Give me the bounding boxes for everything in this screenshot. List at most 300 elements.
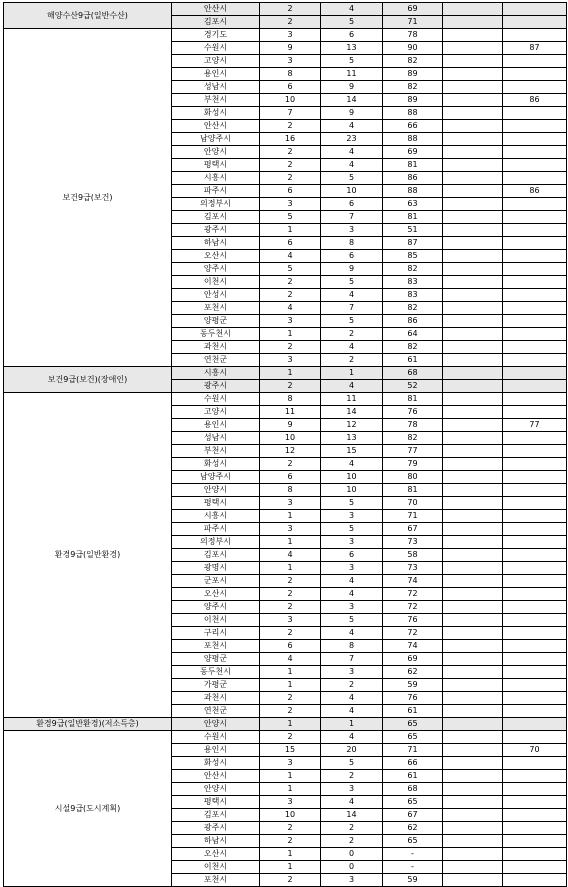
blank-cell bbox=[443, 471, 503, 484]
count-cell: 11 bbox=[260, 406, 321, 419]
adjusted-score-cell bbox=[503, 653, 567, 666]
adjusted-score-cell bbox=[503, 484, 567, 497]
score-cell: 82 bbox=[383, 341, 443, 354]
applicant-cell: 3 bbox=[321, 601, 383, 614]
applicant-cell: 6 bbox=[321, 198, 383, 211]
count-cell: 15 bbox=[260, 744, 321, 757]
applicant-cell: 2 bbox=[321, 770, 383, 783]
region-cell: 성남시 bbox=[172, 432, 260, 445]
blank-cell bbox=[443, 68, 503, 81]
region-cell: 고양시 bbox=[172, 55, 260, 68]
score-cell: 80 bbox=[383, 471, 443, 484]
applicant-cell: 5 bbox=[321, 16, 383, 29]
region-cell: 가평군 bbox=[172, 679, 260, 692]
table-row bbox=[4, 393, 567, 406]
blank-cell bbox=[443, 458, 503, 471]
score-cell: 86 bbox=[383, 172, 443, 185]
adjusted-score-cell bbox=[503, 315, 567, 328]
blank-cell bbox=[443, 380, 503, 393]
score-cell: 51 bbox=[383, 224, 443, 237]
score-cell: 82 bbox=[383, 55, 443, 68]
blank-cell bbox=[443, 55, 503, 68]
adjusted-score-cell bbox=[503, 809, 567, 822]
score-cell: 73 bbox=[383, 562, 443, 575]
score-cell: 90 bbox=[383, 42, 443, 55]
blank-cell bbox=[443, 497, 503, 510]
count-cell: 9 bbox=[260, 419, 321, 432]
score-cell: 67 bbox=[383, 523, 443, 536]
adjusted-score-cell bbox=[503, 757, 567, 770]
adjusted-score-cell bbox=[503, 731, 567, 744]
adjusted-score-cell bbox=[503, 107, 567, 120]
region-cell: 성남시 bbox=[172, 81, 260, 94]
applicant-cell: 4 bbox=[321, 120, 383, 133]
count-cell: 1 bbox=[260, 224, 321, 237]
applicant-cell: 4 bbox=[321, 692, 383, 705]
score-cell: 70 bbox=[383, 497, 443, 510]
score-cell: 61 bbox=[383, 354, 443, 367]
applicant-cell: 4 bbox=[321, 146, 383, 159]
adjusted-score-cell bbox=[503, 471, 567, 484]
adjusted-score-cell bbox=[503, 432, 567, 445]
adjusted-score-cell bbox=[503, 328, 567, 341]
count-cell: 2 bbox=[260, 822, 321, 835]
count-cell: 2 bbox=[260, 380, 321, 393]
region-cell: 김포시 bbox=[172, 549, 260, 562]
count-cell: 6 bbox=[260, 185, 321, 198]
region-cell: 안양시 bbox=[172, 484, 260, 497]
count-cell: 2 bbox=[260, 341, 321, 354]
region-cell: 안산시 bbox=[172, 120, 260, 133]
region-cell: 남양주시 bbox=[172, 471, 260, 484]
adjusted-score-cell bbox=[503, 666, 567, 679]
score-cell: 65 bbox=[383, 731, 443, 744]
score-cell: 88 bbox=[383, 133, 443, 146]
region-cell: 파주시 bbox=[172, 185, 260, 198]
count-cell: 2 bbox=[260, 575, 321, 588]
region-cell: 고양시 bbox=[172, 406, 260, 419]
category-cell: 환경9급(일반환경)(저소득층) bbox=[4, 718, 172, 731]
adjusted-score-cell bbox=[503, 640, 567, 653]
blank-cell bbox=[443, 81, 503, 94]
region-cell: 평택시 bbox=[172, 497, 260, 510]
count-cell: 2 bbox=[260, 146, 321, 159]
adjusted-score-cell bbox=[503, 250, 567, 263]
count-cell: 3 bbox=[260, 29, 321, 42]
count-cell: 1 bbox=[260, 861, 321, 874]
applicant-cell: 20 bbox=[321, 744, 383, 757]
blank-cell bbox=[443, 601, 503, 614]
adjusted-score-cell bbox=[503, 146, 567, 159]
adjusted-score-cell bbox=[503, 614, 567, 627]
count-cell: 3 bbox=[260, 497, 321, 510]
blank-cell bbox=[443, 432, 503, 445]
applicant-cell: 6 bbox=[321, 250, 383, 263]
score-cell: 59 bbox=[383, 874, 443, 887]
blank-cell bbox=[443, 3, 503, 16]
table-row bbox=[4, 3, 567, 16]
adjusted-score-cell bbox=[503, 510, 567, 523]
applicant-cell: 5 bbox=[321, 55, 383, 68]
count-cell: 8 bbox=[260, 393, 321, 406]
count-cell: 2 bbox=[260, 289, 321, 302]
score-cell: 62 bbox=[383, 666, 443, 679]
applicant-cell: 4 bbox=[321, 731, 383, 744]
region-cell: 용인시 bbox=[172, 419, 260, 432]
applicant-cell: 10 bbox=[321, 484, 383, 497]
applicant-cell: 10 bbox=[321, 185, 383, 198]
count-cell: 2 bbox=[260, 835, 321, 848]
count-cell: 3 bbox=[260, 354, 321, 367]
count-cell: 8 bbox=[260, 484, 321, 497]
blank-cell bbox=[443, 874, 503, 887]
count-cell: 3 bbox=[260, 614, 321, 627]
table-row bbox=[4, 29, 567, 42]
blank-cell bbox=[443, 588, 503, 601]
count-cell: 2 bbox=[260, 120, 321, 133]
blank-cell bbox=[443, 250, 503, 263]
region-cell: 안양시 bbox=[172, 718, 260, 731]
region-cell: 용인시 bbox=[172, 68, 260, 81]
blank-cell bbox=[443, 731, 503, 744]
applicant-cell: 4 bbox=[321, 380, 383, 393]
count-cell: 10 bbox=[260, 432, 321, 445]
score-cell: 85 bbox=[383, 250, 443, 263]
region-cell: 부천시 bbox=[172, 445, 260, 458]
applicant-cell: 6 bbox=[321, 29, 383, 42]
region-cell: 이천시 bbox=[172, 614, 260, 627]
blank-cell bbox=[443, 354, 503, 367]
blank-cell bbox=[443, 549, 503, 562]
region-cell: 안성시 bbox=[172, 289, 260, 302]
score-cell: 74 bbox=[383, 575, 443, 588]
count-cell: 6 bbox=[260, 471, 321, 484]
score-cell: 71 bbox=[383, 16, 443, 29]
region-cell: 동두천시 bbox=[172, 328, 260, 341]
adjusted-score-cell bbox=[503, 718, 567, 731]
adjusted-score-cell bbox=[503, 562, 567, 575]
blank-cell bbox=[443, 406, 503, 419]
blank-cell bbox=[443, 510, 503, 523]
blank-cell bbox=[443, 289, 503, 302]
region-cell: 하남시 bbox=[172, 237, 260, 250]
applicant-cell: 5 bbox=[321, 757, 383, 770]
score-cell: 76 bbox=[383, 692, 443, 705]
adjusted-score-cell bbox=[503, 627, 567, 640]
applicant-cell: 3 bbox=[321, 224, 383, 237]
blank-cell bbox=[443, 757, 503, 770]
adjusted-score-cell: 77 bbox=[503, 419, 567, 432]
count-cell: 2 bbox=[260, 692, 321, 705]
region-cell: 포천시 bbox=[172, 302, 260, 315]
count-cell: 6 bbox=[260, 237, 321, 250]
applicant-cell: 0 bbox=[321, 861, 383, 874]
adjusted-score-cell bbox=[503, 159, 567, 172]
region-cell: 김포시 bbox=[172, 16, 260, 29]
count-cell: 4 bbox=[260, 653, 321, 666]
applicant-cell: 3 bbox=[321, 783, 383, 796]
adjusted-score-cell bbox=[503, 822, 567, 835]
applicant-cell: 15 bbox=[321, 445, 383, 458]
region-cell: 광주시 bbox=[172, 380, 260, 393]
score-cell: 61 bbox=[383, 705, 443, 718]
score-cell: 68 bbox=[383, 367, 443, 380]
applicant-cell: 2 bbox=[321, 835, 383, 848]
applicant-cell: 0 bbox=[321, 848, 383, 861]
blank-cell bbox=[443, 198, 503, 211]
blank-cell bbox=[443, 276, 503, 289]
adjusted-score-cell bbox=[503, 224, 567, 237]
adjusted-score-cell bbox=[503, 588, 567, 601]
score-cell: 63 bbox=[383, 198, 443, 211]
adjusted-score-cell bbox=[503, 783, 567, 796]
score-cell: 66 bbox=[383, 120, 443, 133]
applicant-cell: 3 bbox=[321, 562, 383, 575]
region-cell: 안양시 bbox=[172, 146, 260, 159]
count-cell: 1 bbox=[260, 783, 321, 796]
blank-cell bbox=[443, 770, 503, 783]
score-cell: 66 bbox=[383, 757, 443, 770]
applicant-cell: 8 bbox=[321, 640, 383, 653]
blank-cell bbox=[443, 16, 503, 29]
adjusted-score-cell bbox=[503, 172, 567, 185]
region-cell: 안산시 bbox=[172, 770, 260, 783]
adjusted-score-cell bbox=[503, 263, 567, 276]
adjusted-score-cell bbox=[503, 861, 567, 874]
count-cell: 2 bbox=[260, 276, 321, 289]
count-cell: 1 bbox=[260, 666, 321, 679]
adjusted-score-cell bbox=[503, 55, 567, 68]
category-cell: 보건9급(보건) bbox=[4, 29, 172, 367]
adjusted-score-cell: 87 bbox=[503, 42, 567, 55]
category-cell: 해양수산9급(일반수산) bbox=[4, 3, 172, 29]
region-cell: 포천시 bbox=[172, 874, 260, 887]
score-cell: 59 bbox=[383, 679, 443, 692]
adjusted-score-cell bbox=[503, 198, 567, 211]
region-cell: 양평군 bbox=[172, 653, 260, 666]
applicant-cell: 7 bbox=[321, 211, 383, 224]
count-cell: 2 bbox=[260, 874, 321, 887]
adjusted-score-cell bbox=[503, 848, 567, 861]
adjusted-score-cell bbox=[503, 302, 567, 315]
table-row bbox=[4, 367, 567, 380]
count-cell: 2 bbox=[260, 731, 321, 744]
applicant-cell: 9 bbox=[321, 263, 383, 276]
category-cell: 보건9급(보건)(장애인) bbox=[4, 367, 172, 393]
score-cell: - bbox=[383, 848, 443, 861]
blank-cell bbox=[443, 29, 503, 42]
score-cell: 81 bbox=[383, 393, 443, 406]
blank-cell bbox=[443, 42, 503, 55]
score-cell: 82 bbox=[383, 81, 443, 94]
score-cell: 81 bbox=[383, 484, 443, 497]
applicant-cell: 11 bbox=[321, 68, 383, 81]
score-cell: 65 bbox=[383, 796, 443, 809]
adjusted-score-cell bbox=[503, 211, 567, 224]
applicant-cell: 1 bbox=[321, 367, 383, 380]
region-cell: 광명시 bbox=[172, 562, 260, 575]
blank-cell bbox=[443, 367, 503, 380]
count-cell: 4 bbox=[260, 302, 321, 315]
region-cell: 김포시 bbox=[172, 809, 260, 822]
applicant-cell: 2 bbox=[321, 822, 383, 835]
blank-cell bbox=[443, 848, 503, 861]
score-cell: 83 bbox=[383, 276, 443, 289]
adjusted-score-cell bbox=[503, 29, 567, 42]
count-cell: 6 bbox=[260, 81, 321, 94]
blank-cell bbox=[443, 237, 503, 250]
applicant-cell: 4 bbox=[321, 575, 383, 588]
count-cell: 5 bbox=[260, 211, 321, 224]
applicant-cell: 23 bbox=[321, 133, 383, 146]
blank-cell bbox=[443, 718, 503, 731]
adjusted-score-cell bbox=[503, 575, 567, 588]
applicant-cell: 5 bbox=[321, 315, 383, 328]
count-cell: 10 bbox=[260, 809, 321, 822]
count-cell: 2 bbox=[260, 627, 321, 640]
blank-cell bbox=[443, 393, 503, 406]
adjusted-score-cell: 86 bbox=[503, 185, 567, 198]
count-cell: 3 bbox=[260, 55, 321, 68]
score-cell: 61 bbox=[383, 770, 443, 783]
adjusted-score-cell bbox=[503, 341, 567, 354]
blank-cell bbox=[443, 133, 503, 146]
count-cell: 2 bbox=[260, 172, 321, 185]
blank-cell bbox=[443, 302, 503, 315]
adjusted-score-cell bbox=[503, 549, 567, 562]
score-cell: 73 bbox=[383, 536, 443, 549]
blank-cell bbox=[443, 445, 503, 458]
adjusted-score-cell bbox=[503, 81, 567, 94]
applicant-cell: 3 bbox=[321, 874, 383, 887]
region-cell: 군포시 bbox=[172, 575, 260, 588]
region-cell: 시흥시 bbox=[172, 172, 260, 185]
score-cell: 76 bbox=[383, 406, 443, 419]
region-cell: 동두천시 bbox=[172, 666, 260, 679]
score-cell: 82 bbox=[383, 302, 443, 315]
count-cell: 3 bbox=[260, 523, 321, 536]
count-cell: 8 bbox=[260, 68, 321, 81]
score-cell: 82 bbox=[383, 432, 443, 445]
region-cell: 시흥시 bbox=[172, 510, 260, 523]
applicant-cell: 14 bbox=[321, 406, 383, 419]
applicant-cell: 4 bbox=[321, 159, 383, 172]
count-cell: 3 bbox=[260, 796, 321, 809]
count-cell: 6 bbox=[260, 640, 321, 653]
applicant-cell: 11 bbox=[321, 393, 383, 406]
adjusted-score-cell bbox=[503, 68, 567, 81]
blank-cell bbox=[443, 562, 503, 575]
blank-cell bbox=[443, 211, 503, 224]
score-cell: 67 bbox=[383, 809, 443, 822]
adjusted-score-cell: 70 bbox=[503, 744, 567, 757]
blank-cell bbox=[443, 627, 503, 640]
category-cell: 환경9급(일반환경) bbox=[4, 393, 172, 718]
applicant-cell: 1 bbox=[321, 718, 383, 731]
adjusted-score-cell bbox=[503, 237, 567, 250]
score-cell: - bbox=[383, 861, 443, 874]
applicant-cell: 7 bbox=[321, 653, 383, 666]
blank-cell bbox=[443, 809, 503, 822]
applicant-cell: 4 bbox=[321, 3, 383, 16]
applicant-cell: 3 bbox=[321, 536, 383, 549]
score-cell: 78 bbox=[383, 419, 443, 432]
count-cell: 3 bbox=[260, 315, 321, 328]
region-cell: 평택시 bbox=[172, 159, 260, 172]
blank-cell bbox=[443, 94, 503, 107]
count-cell: 1 bbox=[260, 770, 321, 783]
region-cell: 시흥시 bbox=[172, 367, 260, 380]
adjusted-score-cell bbox=[503, 120, 567, 133]
score-cell: 81 bbox=[383, 211, 443, 224]
adjusted-score-cell bbox=[503, 289, 567, 302]
region-cell: 안양시 bbox=[172, 783, 260, 796]
adjusted-score-cell bbox=[503, 393, 567, 406]
adjusted-score-cell bbox=[503, 380, 567, 393]
region-cell: 연천군 bbox=[172, 705, 260, 718]
count-cell: 16 bbox=[260, 133, 321, 146]
applicant-cell: 3 bbox=[321, 510, 383, 523]
applicant-cell: 5 bbox=[321, 172, 383, 185]
applicant-cell: 4 bbox=[321, 796, 383, 809]
blank-cell bbox=[443, 640, 503, 653]
blank-cell bbox=[443, 315, 503, 328]
region-cell: 양평군 bbox=[172, 315, 260, 328]
count-cell: 1 bbox=[260, 562, 321, 575]
blank-cell bbox=[443, 575, 503, 588]
region-cell: 광주시 bbox=[172, 224, 260, 237]
table-row bbox=[4, 718, 567, 731]
adjusted-score-cell bbox=[503, 523, 567, 536]
count-cell: 3 bbox=[260, 757, 321, 770]
blank-cell bbox=[443, 679, 503, 692]
blank-cell bbox=[443, 419, 503, 432]
applicant-cell: 13 bbox=[321, 42, 383, 55]
region-cell: 과천시 bbox=[172, 692, 260, 705]
count-cell: 2 bbox=[260, 16, 321, 29]
region-cell: 광주시 bbox=[172, 822, 260, 835]
region-cell: 포천시 bbox=[172, 640, 260, 653]
applicant-cell: 4 bbox=[321, 341, 383, 354]
region-cell: 이천시 bbox=[172, 276, 260, 289]
blank-cell bbox=[443, 783, 503, 796]
blank-cell bbox=[443, 341, 503, 354]
applicant-cell: 9 bbox=[321, 81, 383, 94]
applicant-cell: 7 bbox=[321, 302, 383, 315]
blank-cell bbox=[443, 796, 503, 809]
blank-cell bbox=[443, 835, 503, 848]
score-cell: 86 bbox=[383, 315, 443, 328]
count-cell: 2 bbox=[260, 588, 321, 601]
blank-cell bbox=[443, 705, 503, 718]
adjusted-score-cell bbox=[503, 874, 567, 887]
region-cell: 파주시 bbox=[172, 523, 260, 536]
applicant-cell: 10 bbox=[321, 471, 383, 484]
score-cell: 62 bbox=[383, 822, 443, 835]
applicant-cell: 4 bbox=[321, 627, 383, 640]
count-cell: 1 bbox=[260, 510, 321, 523]
adjusted-score-cell bbox=[503, 367, 567, 380]
score-cell: 76 bbox=[383, 614, 443, 627]
blank-cell bbox=[443, 744, 503, 757]
region-cell: 수원시 bbox=[172, 731, 260, 744]
applicant-cell: 14 bbox=[321, 809, 383, 822]
adjusted-score-cell bbox=[503, 406, 567, 419]
score-table bbox=[3, 2, 567, 887]
adjusted-score-cell bbox=[503, 679, 567, 692]
blank-cell bbox=[443, 107, 503, 120]
blank-cell bbox=[443, 653, 503, 666]
